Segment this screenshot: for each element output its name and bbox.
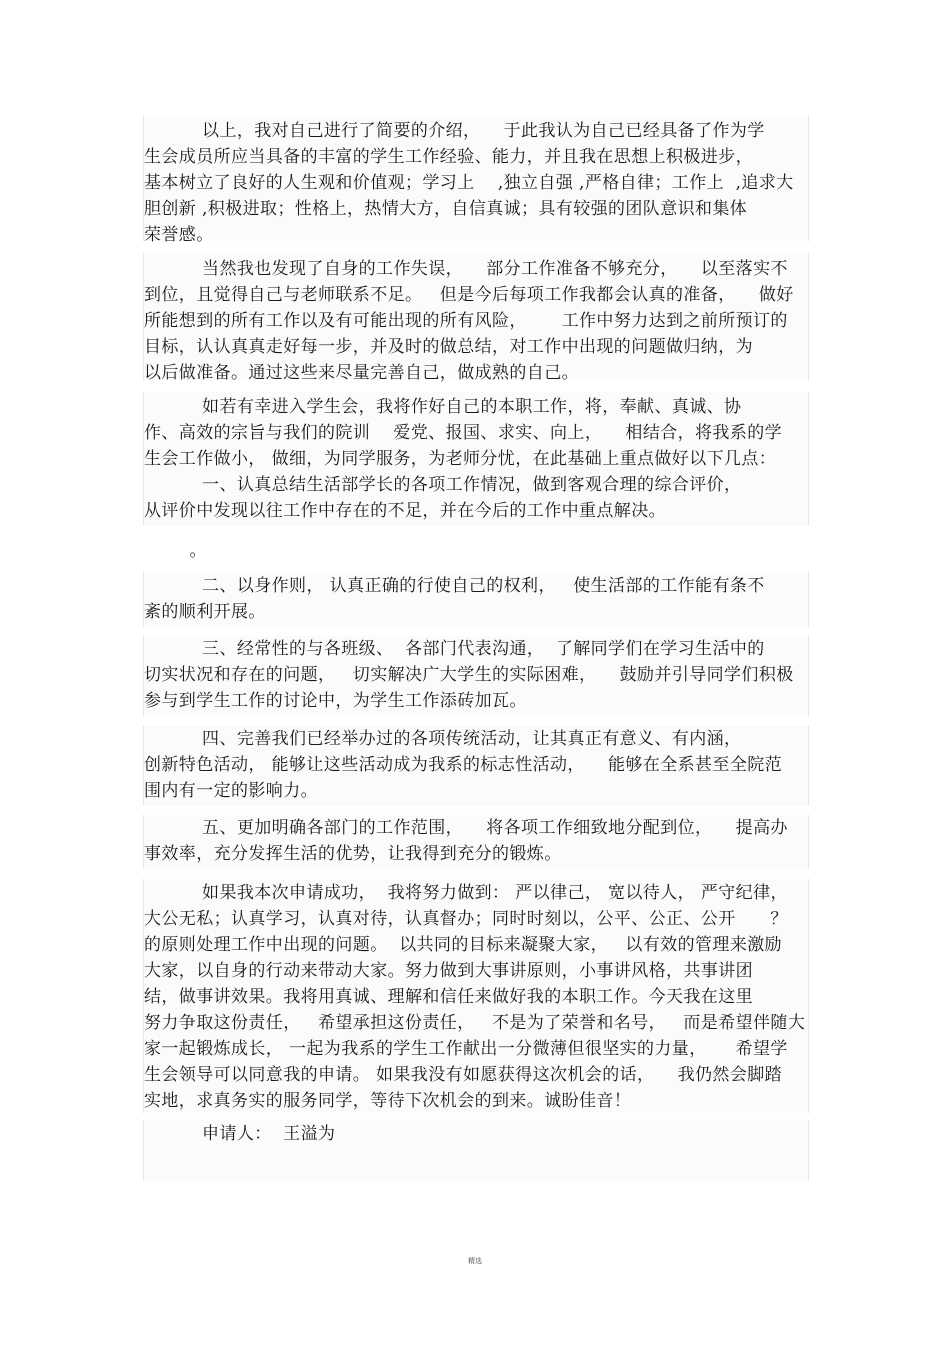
- paragraph-self-introduction: 以上，我对自己进行了简要的介绍， 于此我认为自己已经具备了作为学 生会成员所应当具备的丰富的学生工作经验、能力，并且我在思想上积极进步， 基本树立了良好的人生观和价值观；学习上 ,独立自强 ,严格自律；工作上 ,追求大 胆创新 ,积极进取；性格上，热情大方，自信真诚；具有较强的团队意识和集体 荣誉感。: [144, 121, 794, 245]
- paragraph-plans-intro: 如若有幸进入学生会，我将作好自己的本职工作，将，奉献、真诚、协 作、高效的宗旨与我们的院训 爱党、报国、求实、向上， 相结合，将我系的学 生会工作做小， 做细，为同学服务，为老师分忧，在此基础上重点做好以下几点： 一、认真总结生活部学长的各项工作情况，做到客观合理的综合评价， 从评价中发现以往工作中存在的不足，并在今后的工作中重点解决。: [144, 397, 783, 521]
- text-block-1: [143, 116, 809, 245]
- paragraph-shortcomings: 当然我也发现了自身的工作失误， 部分工作准备不够充分， 以至落实不 到位，且觉得自己与老师联系不足。 但是今后每项工作我都会认真的准备， 做好 所能想到的所有工作以及有可能出现的所有风险， 工作中努力达到之前所预订的 目标，认认真真走好每一步，并及时的做总结，对工作中出现的问题做归纳，为 以后做准备。通过这些来尽量完善自己，做成熟的自己。: [144, 259, 794, 383]
- paragraph-point-four: 四、完善我们已经举办过的各项传统活动，让其真正有意义、有内涵， 创新特色活动， 能够让这些活动成为我系的标志性活动， 能够在全系甚至全院范 围内有一定的影响力。: [144, 729, 783, 801]
- text-block-2: [143, 253, 809, 383]
- text-block-10: [143, 1120, 809, 1181]
- text-block-6: [143, 636, 809, 716]
- paragraph-point-two: 二、以身作则， 认真正确的行使自己的权利， 使生活部的工作能有条不 紊的顺利开展。: [144, 576, 765, 622]
- paragraph-stray-mark: 。: [143, 541, 207, 561]
- text-block-7: [143, 726, 809, 806]
- paragraph-point-five: 五、更加明确各部门的工作范围， 将各项工作细致地分配到位， 提高办 事效率，充分发挥生活的优势，让我得到充分的锻炼。: [144, 818, 788, 864]
- text-block-3: [143, 392, 809, 526]
- page-footer: 精选: [468, 1257, 482, 1265]
- text-block-8: [143, 815, 809, 869]
- text-block-4: [143, 538, 807, 566]
- paragraph-commitment: 如果我本次申请成功， 我将努力做到： 严以律己， 宽以待人， 严守纪律， 大公无私；认真学习，认真对待，认真督办；同时时刻以，公平、公正、公开 ？ 的原则处理工作中出现的问题。 以共同的目标来凝聚大家， 以有效的管理来激励 大家，以自身的行动来带动大家。努力做到大事讲原则，小事讲风格，共事讲团 结，做事讲效果。我将用真诚、理解和信任来做好我的本职工作。今天我在这里 努力争取这份责任， 希望承担这份责任， 不是为了荣誉和名号， 而是希望伴随大 家一起锻炼成长， 一起为我系的学生工作献出一分微薄但很坚实的力量， 希望学 生会领导可以同意我的申请。 如果我没有如愿获得这次机会的话， 我仍然会脚踏 实地，求真务实的服务同学，等待下次机会的到来。诚盼佳音！: [144, 883, 806, 1111]
- text-block-9: [143, 879, 809, 1113]
- paragraph-point-three: 三、经常性的与各班级、 各部门代表沟通， 了解同学们在学习生活中的 切实状况和存在的问题， 切实解决广大学生的实际困难， 鼓励并引导同学们积极 参与到学生工作的讨论中，为学生工作添砖加瓦。: [144, 639, 794, 711]
- text-block-5: [143, 572, 809, 627]
- applicant-signature: 申请人： 王溢为: [144, 1124, 336, 1144]
